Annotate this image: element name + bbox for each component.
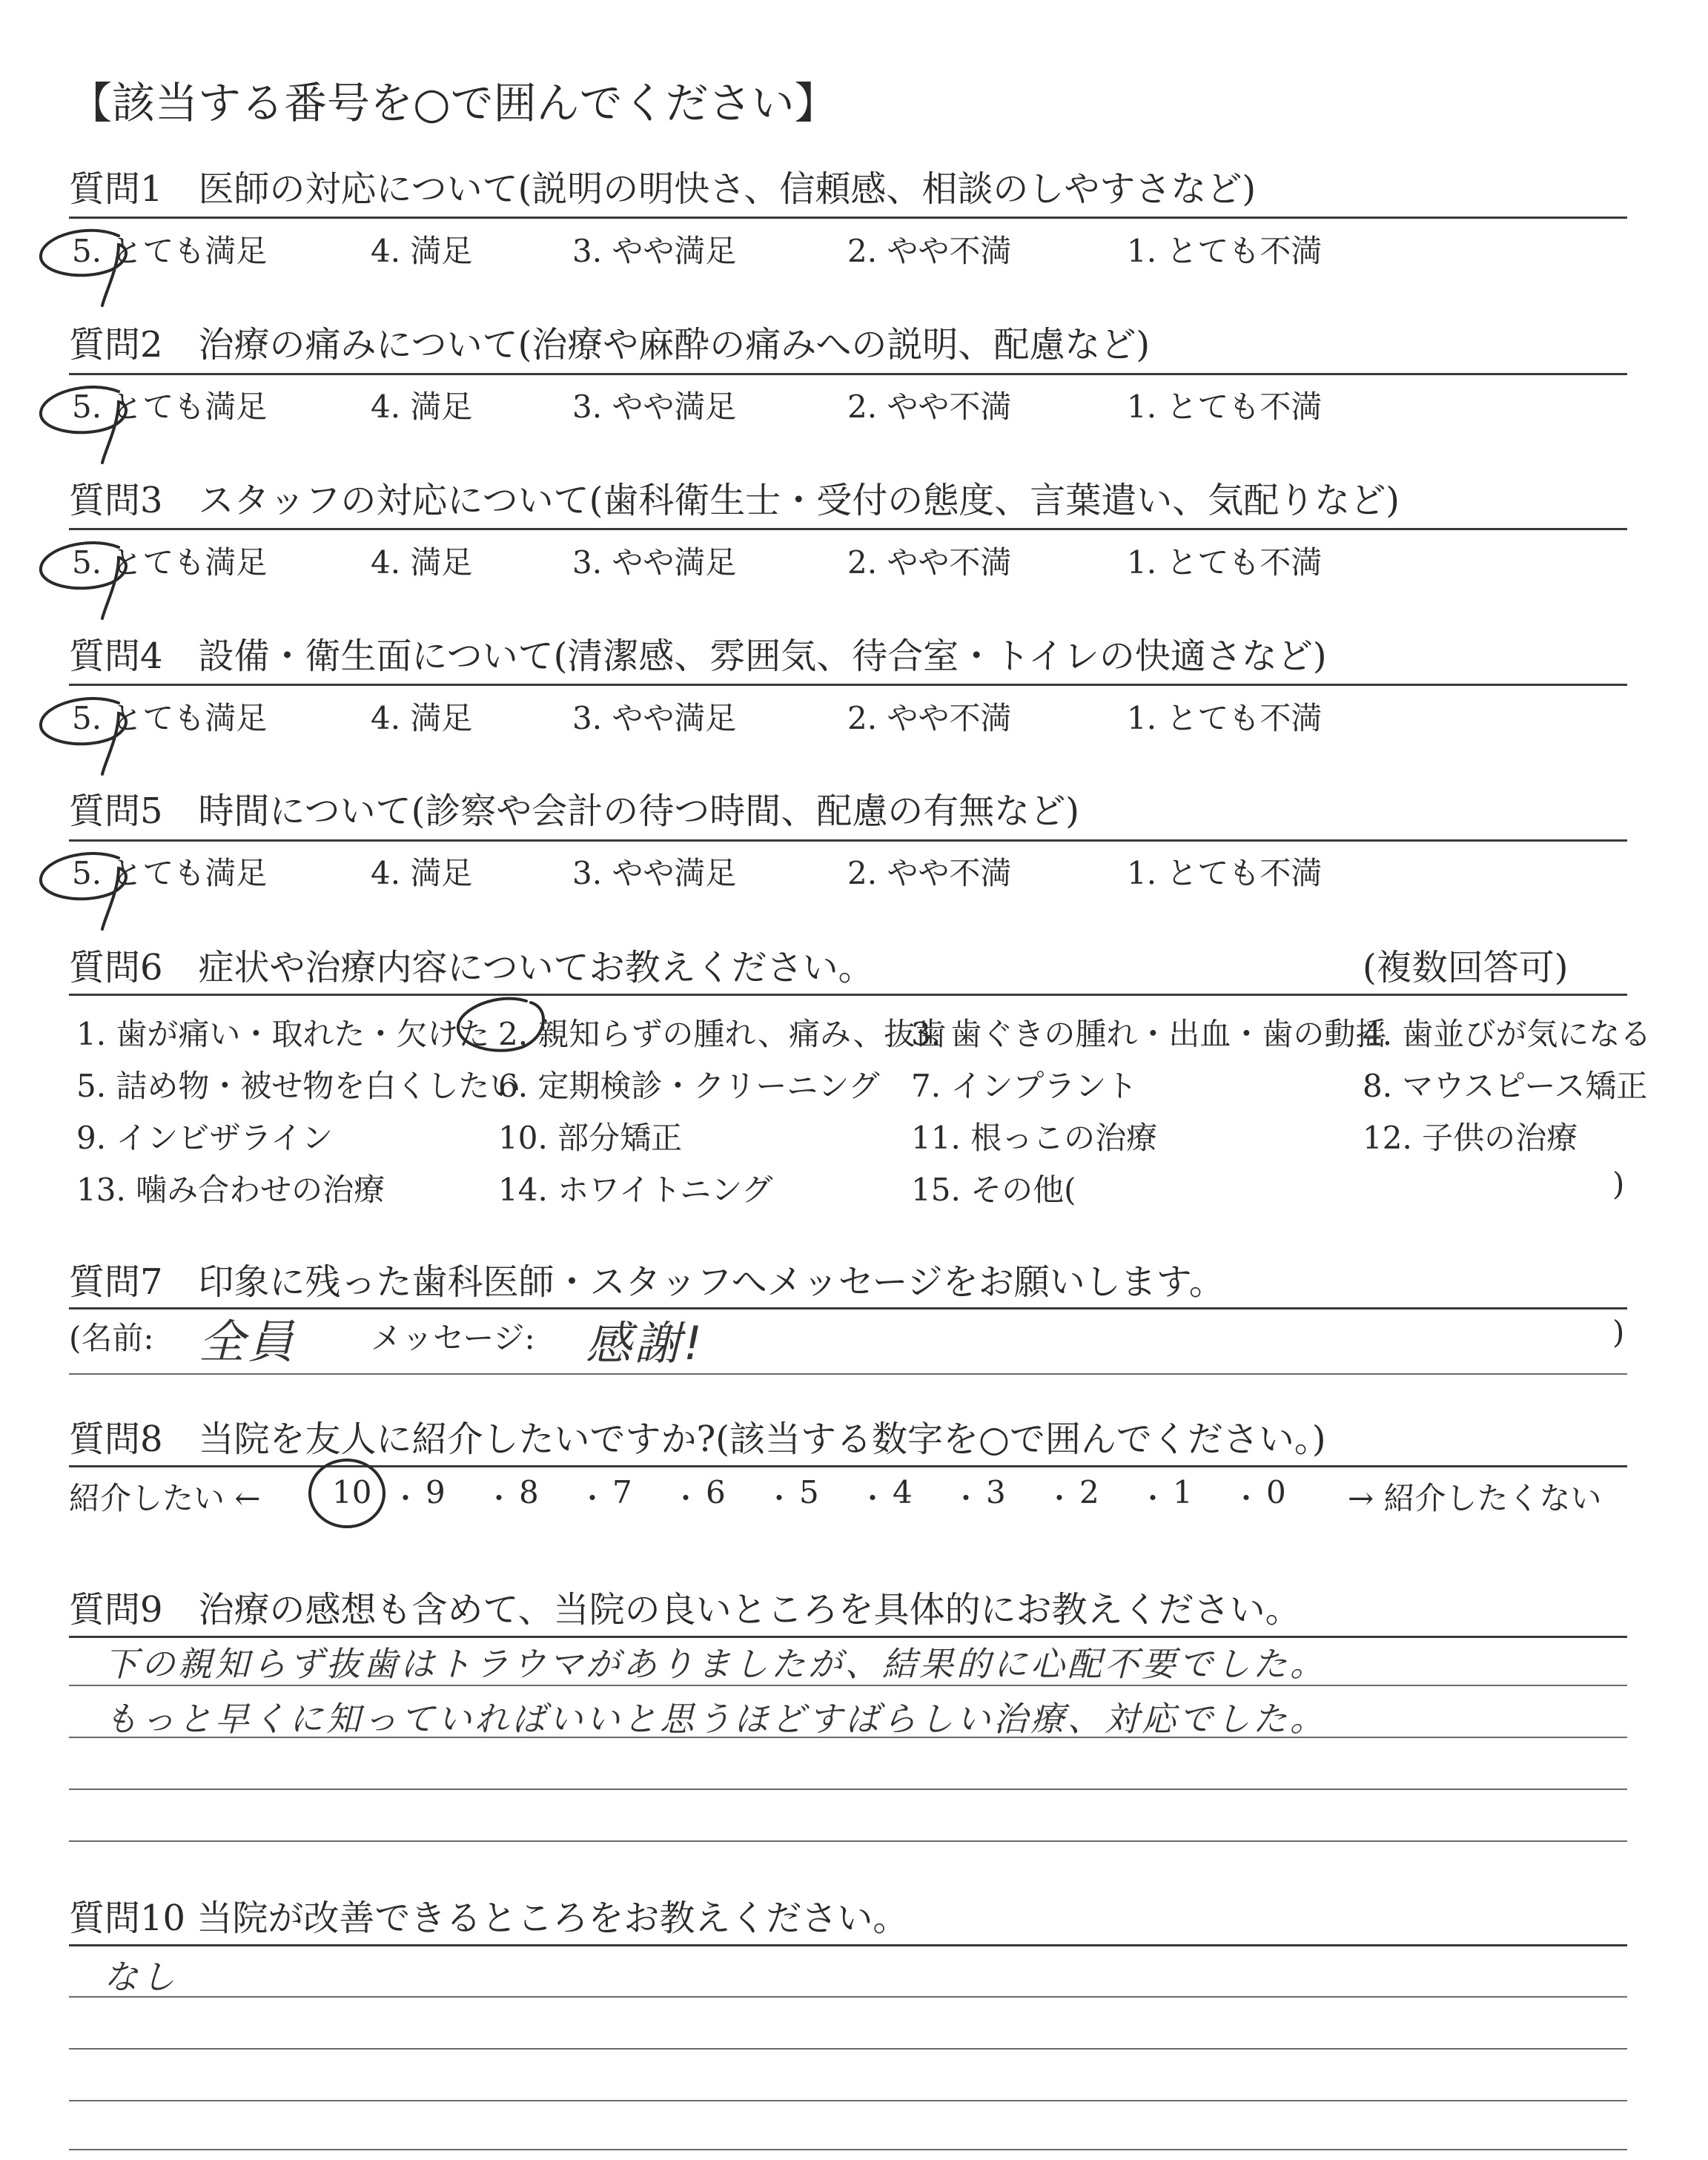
q1-option-1[interactable]: 1. とても不満 [1127, 233, 1323, 269]
q5-option-1[interactable]: 1. とても不満 [1127, 855, 1323, 891]
q9-answer-line-1[interactable]: 下の親知らず抜歯はトラウマがありましたが、結果的に心配不要でした。 [104, 1644, 1327, 1684]
q4-option-2[interactable]: 2. やや不満 [847, 700, 1012, 736]
question-7-rule [69, 1307, 1627, 1309]
q8-scale-4[interactable]: 4 [893, 1474, 913, 1510]
q1-option-2[interactable]: 2. やや不満 [847, 233, 1012, 269]
question-5-rule [69, 839, 1627, 842]
q6-item-15-close: ) [1612, 1166, 1625, 1202]
q1-option-3[interactable]: 3. やや満足 [572, 233, 737, 269]
question-9-title: 質問9 治療の感想も含めて、当院の良いところを具体的にお教えください。 [69, 1589, 1301, 1631]
q8-scale-0[interactable]: 0 [1266, 1474, 1286, 1510]
q8-scale-3[interactable]: 3 [986, 1474, 1006, 1510]
q10-line-1 [69, 1996, 1627, 1998]
q6-item-1[interactable]: 1. 歯が痛い・取れた・欠けた [76, 1016, 490, 1052]
q8-scale-separator: ・ [578, 1482, 607, 1515]
q8-scale-8[interactable]: 8 [519, 1474, 539, 1510]
form-header: 【該当する番号を○で囲んでください】 [69, 78, 838, 128]
q3-option-3[interactable]: 3. やや満足 [572, 544, 737, 581]
q6-item-12[interactable]: 12. 子供の治療 [1363, 1120, 1578, 1156]
q8-scale-separator: ・ [672, 1482, 701, 1515]
q8-scale-separator: ・ [765, 1482, 794, 1515]
question-6-note: (複数回答可) [1363, 947, 1569, 988]
q4-option-3[interactable]: 3. やや満足 [572, 700, 737, 736]
q10-line-3 [69, 2100, 1627, 2101]
q5-option-4[interactable]: 4. 満足 [371, 855, 473, 891]
question-5-title: 質問5 時間について(診察や会計の待つ時間、配慮の有無など) [69, 790, 1080, 832]
question-6-rule [69, 994, 1627, 996]
q7-name-value[interactable]: 全員 [199, 1315, 297, 1369]
q8-scale-separator: ・ [1232, 1482, 1261, 1515]
question-1-rule [69, 217, 1627, 219]
q8-scale-6[interactable]: 6 [706, 1474, 726, 1510]
q9-answer-line-2[interactable]: もっと早くに知っていればいいと思うほどすばらしい治療、対応でした。 [104, 1699, 1327, 1739]
q5-option-5[interactable]: 5. とても満足 [72, 855, 268, 891]
question-8-title: 質問8 当院を友人に紹介したいですか?(該当する数字を○で囲んでください。) [69, 1418, 1326, 1460]
question-3-title: 質問3 スタッフの対応について(歯科衛生士・受付の態度、言葉遣い、気配りなど) [69, 480, 1400, 521]
q6-item-9[interactable]: 9. インビザライン [76, 1120, 334, 1156]
q6-item-15[interactable]: 15. その他( [911, 1172, 1076, 1208]
q7-close: ) [1612, 1314, 1625, 1350]
q2-option-2[interactable]: 2. やや不満 [847, 389, 1012, 425]
q8-left-label: 紹介したい ← [69, 1480, 261, 1516]
q2-option-1[interactable]: 1. とても不満 [1127, 389, 1323, 425]
q4-option-4[interactable]: 4. 満足 [371, 700, 473, 736]
q8-scale-10[interactable]: 10 [332, 1474, 372, 1510]
question-2-title: 質問2 治療の痛みについて(治療や麻酔の痛みへの説明、配慮など) [69, 324, 1151, 366]
q4-option-1[interactable]: 1. とても不満 [1127, 700, 1323, 736]
q8-scale-separator: ・ [858, 1482, 887, 1515]
question-10-title: 質問10 当院が改善できるところをお教えください。 [69, 1898, 909, 1939]
q8-scale-separator: ・ [485, 1482, 514, 1515]
q9-line-4 [69, 1840, 1627, 1842]
q3-option-2[interactable]: 2. やや不満 [847, 544, 1012, 581]
q7-name-label: (名前: [69, 1320, 154, 1356]
question-6-title: 質問6 症状や治療内容についてお教えください。 [69, 947, 874, 988]
q9-line-3 [69, 1789, 1627, 1790]
q6-item-14[interactable]: 14. ホワイトニング [498, 1172, 773, 1208]
q5-option-2[interactable]: 2. やや不満 [847, 855, 1012, 891]
q6-item-11[interactable]: 11. 根っこの治療 [911, 1120, 1158, 1156]
q8-scale-7[interactable]: 7 [612, 1474, 632, 1510]
q10-line-2 [69, 2048, 1627, 2050]
question-2-rule [69, 373, 1627, 375]
q10-answer-line-1[interactable]: なし [104, 1957, 178, 1997]
q3-option-4[interactable]: 4. 満足 [371, 544, 473, 581]
q2-option-5[interactable]: 5. とても満足 [72, 389, 268, 425]
q2-option-3[interactable]: 3. やや満足 [572, 389, 737, 425]
q9-line-1 [69, 1685, 1627, 1686]
q1-option-4[interactable]: 4. 満足 [371, 233, 473, 269]
q6-item-2[interactable]: 2. 親知らずの腫れ、痛み、抜歯 [498, 1016, 947, 1052]
q8-scale-separator: ・ [391, 1482, 420, 1515]
q4-option-5[interactable]: 5. とても満足 [72, 700, 268, 736]
q8-scale-2[interactable]: 2 [1079, 1474, 1099, 1510]
q9-line-2 [69, 1737, 1627, 1738]
q8-scale-1[interactable]: 1 [1173, 1474, 1193, 1510]
question-4-rule [69, 684, 1627, 686]
q7-message-label: メッセージ: [371, 1320, 535, 1356]
q6-item-5[interactable]: 5. 詰め物・被せ物を白くしたい [76, 1068, 521, 1104]
q8-scale-separator: ・ [952, 1482, 981, 1515]
q8-scale-9[interactable]: 9 [426, 1474, 446, 1510]
q10-line-4 [69, 2149, 1627, 2150]
q6-item-6[interactable]: 6. 定期検診・クリーニング [498, 1068, 880, 1104]
q6-item-3[interactable]: 3. 歯ぐきの腫れ・出血・歯の動揺 [911, 1016, 1387, 1052]
q8-right-label: → 紹介したくない [1348, 1480, 1602, 1516]
q5-option-3[interactable]: 3. やや満足 [572, 855, 737, 891]
q8-scale-separator: ・ [1139, 1482, 1168, 1515]
q2-option-4[interactable]: 4. 満足 [371, 389, 473, 425]
q8-scale-separator: ・ [1045, 1482, 1074, 1515]
q6-item-8[interactable]: 8. マウスピース矯正 [1363, 1068, 1648, 1104]
question-8-rule [69, 1465, 1627, 1467]
question-4-title: 質問4 設備・衛生面について(清潔感、雰囲気、待合室・トイレの快適さなど) [69, 635, 1327, 677]
q7-line [69, 1373, 1627, 1375]
q3-option-1[interactable]: 1. とても不満 [1127, 544, 1323, 581]
q3-option-5[interactable]: 5. とても満足 [72, 544, 268, 581]
q6-item-13[interactable]: 13. 噛み合わせの治療 [76, 1172, 385, 1208]
q8-scale-5[interactable]: 5 [799, 1474, 819, 1510]
q6-item-4[interactable]: 4. 歯並びが気になる [1363, 1016, 1652, 1052]
question-7-title: 質問7 印象に残った歯科医師・スタッフへメッセージをお願いします。 [69, 1261, 1225, 1303]
q6-item-10[interactable]: 10. 部分矯正 [498, 1120, 683, 1156]
question-3-rule [69, 528, 1627, 530]
question-1-title: 質問1 医師の対応について(説明の明快さ、信頼感、相談のしやすさなど) [69, 168, 1257, 210]
q6-item-7[interactable]: 7. インプラント [911, 1068, 1138, 1104]
q7-message-value[interactable]: 感謝! [586, 1316, 705, 1370]
question-10-rule [69, 1944, 1627, 1946]
q1-option-5[interactable]: 5. とても満足 [72, 233, 268, 269]
